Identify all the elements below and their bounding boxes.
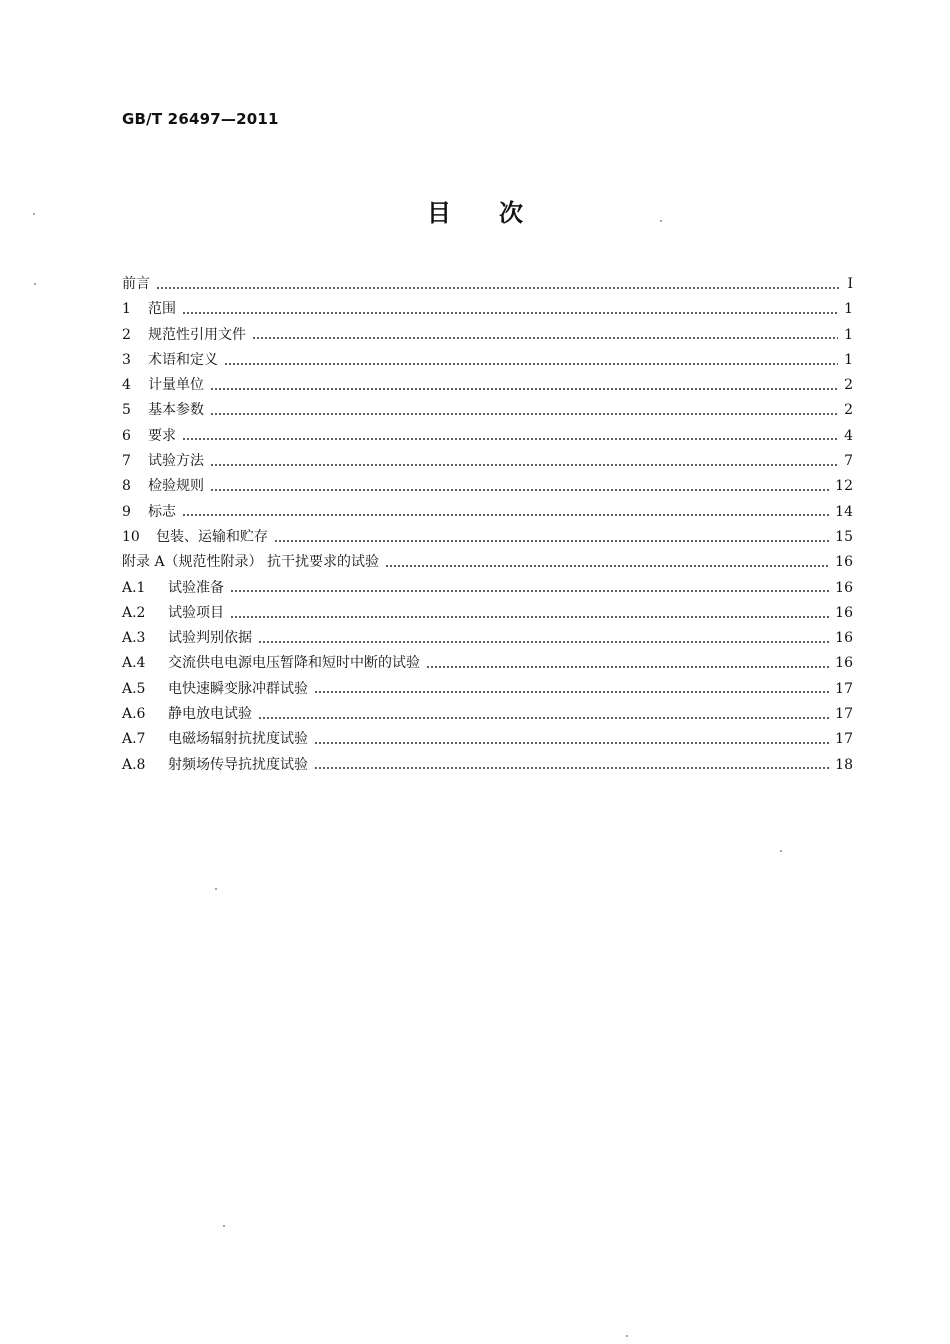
toc-entry-label: 基本参数 [148, 402, 204, 419]
toc-entry-label: 电磁场辐射抗扰度试验 [168, 731, 308, 748]
dot-leader [156, 286, 839, 290]
toc-entry-label: 交流供电电源电压暂降和短时中断的试验 [168, 655, 420, 672]
dot-leader [182, 437, 838, 441]
toc-entry-label: 规范性引用文件 [148, 326, 246, 343]
page-title: 目次 [427, 199, 571, 227]
scan-speck [780, 850, 782, 852]
toc-entry[interactable] [122, 500, 853, 525]
toc-entry-label: 静电放电试验 [168, 706, 252, 723]
toc-entry-page: 16 [835, 604, 853, 621]
toc-entry-number: 8 [122, 478, 131, 495]
dot-leader [274, 539, 829, 543]
toc-entry-number: A.6 [122, 706, 146, 723]
toc-entry-number: 3 [122, 351, 131, 368]
toc-entry[interactable] [122, 727, 853, 752]
toc-entry-page: 16 [835, 554, 853, 571]
dot-leader [224, 362, 838, 366]
standard-code: GB/T 26497—2011 [122, 110, 279, 128]
toc-entry-page: 2 [844, 377, 853, 394]
toc-entry-number: A.7 [122, 731, 146, 748]
toc-entry-label: 术语和定义 [148, 351, 218, 368]
toc-entry[interactable] [122, 651, 853, 676]
dot-leader [258, 640, 829, 644]
dot-leader [182, 513, 829, 517]
toc-entry-number: 7 [122, 453, 131, 470]
dot-leader [314, 766, 829, 770]
dot-leader [210, 488, 829, 492]
toc-entry[interactable] [122, 702, 853, 727]
toc-entry[interactable] [122, 398, 853, 423]
toc-entry-label: 检验规则 [148, 478, 204, 495]
toc-entry-label: 电快速瞬变脉冲群试验 [168, 680, 308, 697]
toc-entry-label: 范围 [148, 301, 176, 318]
toc-entry-page: 14 [835, 503, 853, 520]
toc-entry-number: A.3 [122, 630, 146, 647]
toc-entry-number: A.2 [122, 604, 146, 621]
toc-entry[interactable] [122, 272, 853, 297]
toc-entry-label: 试验判别依据 [168, 630, 252, 647]
toc-entry-number: A.5 [122, 680, 146, 697]
toc-entry[interactable] [122, 323, 853, 348]
toc-entry-label: 计量单位 [148, 377, 204, 394]
toc-entry[interactable] [122, 550, 853, 575]
scan-speck [660, 220, 662, 222]
toc-entry-label: 包装、运输和贮存 [156, 528, 268, 545]
toc-entry-page: 16 [835, 630, 853, 647]
scan-speck [33, 213, 35, 215]
toc-entry-page: 1 [844, 326, 853, 343]
toc-entry[interactable] [122, 373, 853, 398]
toc-entry[interactable] [122, 525, 853, 550]
toc-entry-number: 5 [122, 402, 131, 419]
scan-speck [626, 1335, 628, 1337]
toc-entry[interactable] [122, 677, 853, 702]
toc-entry-page: 15 [835, 528, 853, 545]
toc-entry[interactable] [122, 474, 853, 499]
toc-entry-label: 附录 A（规范性附录） 抗干扰要求的试验 [122, 554, 380, 571]
toc-entry-page: 17 [835, 680, 853, 697]
toc-entry-number: 9 [122, 503, 131, 520]
toc-entry[interactable] [122, 626, 853, 651]
toc-entry-page: 17 [835, 706, 853, 723]
toc-entry-number: 6 [122, 427, 131, 444]
toc-entry-label: 试验准备 [168, 579, 224, 596]
toc-entry-page: 2 [844, 402, 853, 419]
toc-entry[interactable] [122, 576, 853, 601]
toc-entry-page: 1 [844, 351, 853, 368]
toc-entry-page: 4 [844, 427, 853, 444]
scan-speck [215, 888, 217, 890]
toc-entry[interactable] [122, 424, 853, 449]
dot-leader [385, 564, 829, 568]
toc-entry-page: 17 [835, 731, 853, 748]
toc-entry-label: 要求 [148, 427, 176, 444]
dot-leader [230, 615, 829, 619]
toc-entry-page: 18 [835, 756, 853, 773]
toc-entry-number: A.8 [122, 756, 146, 773]
toc-entry-page: 16 [835, 579, 853, 596]
dot-leader [210, 463, 838, 467]
dot-leader [210, 387, 838, 391]
toc-entry-page: I [847, 276, 853, 292]
scan-speck [223, 1225, 225, 1227]
table-of-contents [122, 272, 853, 778]
toc-entry-number: 1 [122, 301, 131, 318]
toc-entry-page: 16 [835, 655, 853, 672]
toc-entry-label: 前言 [122, 276, 150, 292]
toc-entry-label: 射频场传导抗扰度试验 [168, 756, 308, 773]
toc-entry-label: 标志 [148, 503, 176, 520]
toc-entry-label: 试验方法 [148, 453, 204, 470]
toc-entry[interactable] [122, 449, 853, 474]
dot-leader [314, 741, 829, 745]
toc-entry[interactable] [122, 753, 853, 778]
toc-entry-number: A.1 [122, 579, 146, 596]
dot-leader [182, 311, 838, 315]
toc-entry-number: 10 [122, 528, 140, 545]
toc-entry-page: 12 [835, 478, 853, 495]
toc-entry-number: 4 [122, 377, 131, 394]
toc-entry-page: 7 [844, 453, 853, 470]
dot-leader [258, 716, 829, 720]
toc-entry-label: 试验项目 [168, 604, 224, 621]
dot-leader [210, 412, 838, 416]
toc-entry[interactable] [122, 297, 853, 322]
dot-leader [230, 589, 829, 593]
scan-speck [34, 283, 36, 285]
toc-entry-number: A.4 [122, 655, 146, 672]
toc-entry-number: 2 [122, 326, 131, 343]
toc-entry[interactable] [122, 601, 853, 626]
dot-leader [314, 690, 829, 694]
toc-entry-page: 1 [844, 301, 853, 318]
dot-leader [426, 665, 829, 669]
toc-entry[interactable] [122, 348, 853, 373]
dot-leader [252, 336, 838, 340]
